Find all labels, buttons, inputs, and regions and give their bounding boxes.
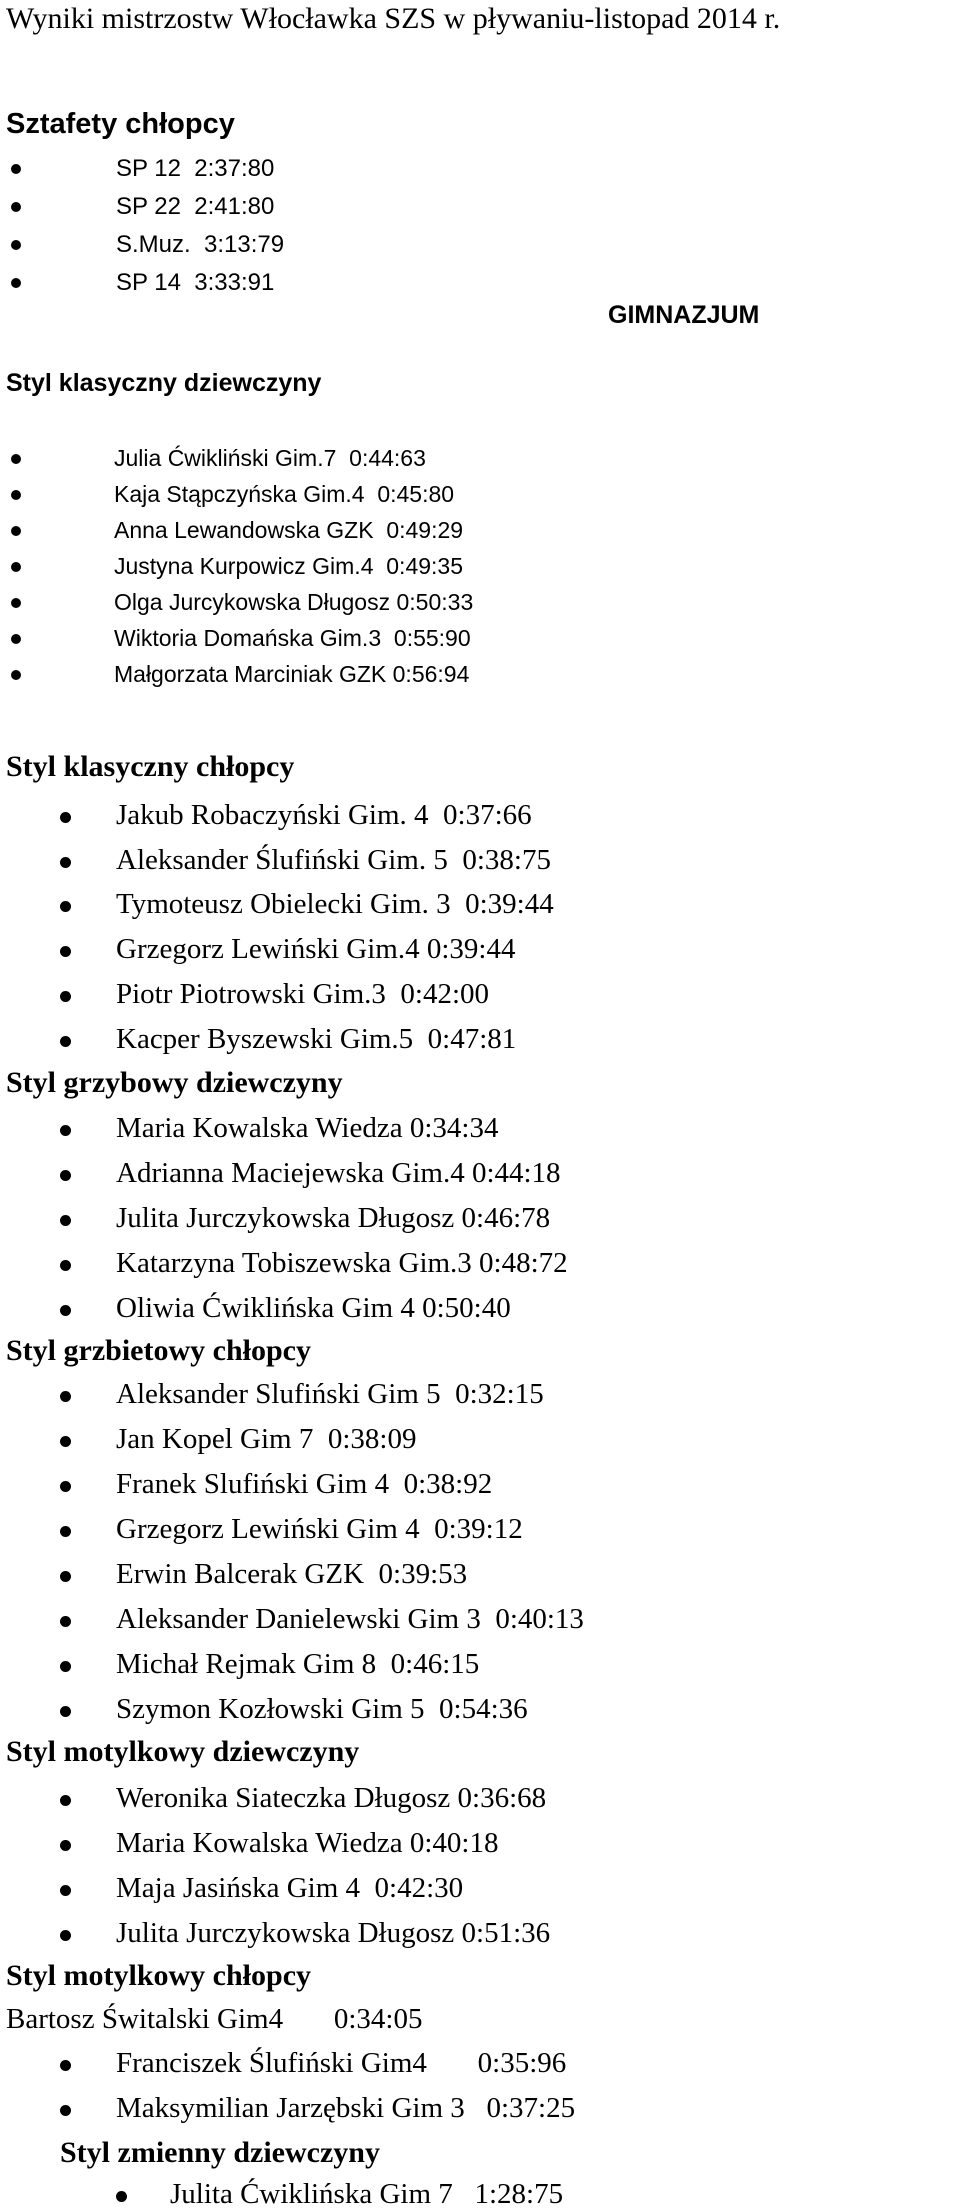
list-item: Kaja Stąpczyńska Gim.4 0:45:80: [114, 481, 455, 507]
bullet-icon: [60, 2060, 71, 2071]
list-item: Julia Ćwikliński Gim.7 0:44:63: [114, 445, 426, 471]
bullet-icon: [11, 598, 21, 608]
bullet-icon: [60, 1125, 71, 1136]
list-item: Anna Lewandowska GZK 0:49:29: [114, 517, 464, 543]
section-heading-klasyczny-dziewczyny: Styl klasyczny dziewczyny: [6, 369, 322, 397]
bullet-icon: [11, 526, 21, 536]
list-item: Michał Rejmak Gim 8 0:46:15: [116, 1648, 480, 1680]
bullet-icon: [11, 202, 21, 212]
list-item: Maja Jasińska Gim 4 0:42:30: [116, 1872, 464, 1904]
list-item: Wiktoria Domańska Gim.3 0:55:90: [114, 625, 471, 651]
bullet-icon: [11, 164, 21, 174]
bullet-icon: [60, 1215, 71, 1226]
list-item: Maksymilian Jarzębski Gim 3 0:37:25: [116, 2092, 576, 2124]
list-item: Justyna Kurpowicz Gim.4 0:49:35: [114, 553, 463, 579]
bullet-icon: [60, 1930, 71, 1941]
list-item-unbulleted: Bartosz Świtalski Gim4 0:34:05: [6, 2003, 423, 2035]
bullet-icon: [60, 946, 71, 957]
bullet-icon: [11, 670, 21, 680]
list-item: Olga Jurcykowska Długosz 0:50:33: [114, 589, 474, 615]
list-item: Grzegorz Lewiński Gim 4 0:39:12: [116, 1513, 523, 1545]
bullet-icon: [60, 991, 71, 1002]
list-item: SP 22 2:41:80: [116, 193, 275, 220]
list-item: Tymoteusz Obielecki Gim. 3 0:39:44: [116, 888, 554, 920]
bullet-icon: [60, 1795, 71, 1806]
page-title: Wyniki mistrzostw Włocławka SZS w pływaniu-listopad 2014 r.: [6, 2, 781, 35]
list-item: Małgorzata Marciniak GZK 0:56:94: [114, 661, 470, 687]
list-item: Grzegorz Lewiński Gim.4 0:39:44: [116, 933, 516, 965]
school-level-label: GIMNAZJUM: [608, 301, 760, 329]
bullet-icon: [60, 901, 71, 912]
bullet-icon: [60, 1526, 71, 1537]
list-item: Franciszek Ślufiński Gim4 0:35:96: [116, 2047, 567, 2079]
list-item: Aleksander Slufiński Gim 5 0:32:15: [116, 1378, 544, 1410]
list-item: Julita Jurczykowska Długosz 0:51:36: [116, 1917, 551, 1949]
bullet-icon: [60, 1706, 71, 1717]
bullet-icon: [60, 1391, 71, 1402]
section-heading-grzybowy-dziewczyny: Styl grzybowy dziewczyny: [6, 1066, 343, 1099]
section-heading-sztafety-chlopcy: Sztafety chłopcy: [6, 108, 235, 140]
list-item: Maria Kowalska Wiedza 0:40:18: [116, 1827, 499, 1859]
list-item: Aleksander Ślufiński Gim. 5 0:38:75: [116, 844, 551, 876]
list-item: Julita Jurczykowska Długosz 0:46:78: [116, 1202, 551, 1234]
bullet-icon: [60, 1481, 71, 1492]
bullet-icon: [11, 454, 21, 464]
list-item: Adrianna Maciejewska Gim.4 0:44:18: [116, 1157, 561, 1189]
list-item: Julita Ćwiklińska Gim 7 1:28:75: [170, 2178, 564, 2210]
list-item: Katarzyna Tobiszewska Gim.3 0:48:72: [116, 1247, 568, 1279]
bullet-icon: [11, 490, 21, 500]
list-item: SP 12 2:37:80: [116, 155, 275, 182]
list-item: Kacper Byszewski Gim.5 0:47:81: [116, 1023, 517, 1055]
bullet-icon: [60, 1840, 71, 1851]
section-heading-klasyczny-chlopcy: Styl klasyczny chłopcy: [6, 750, 295, 783]
list-item: Jakub Robaczyński Gim. 4 0:37:66: [116, 799, 532, 831]
list-item: Szymon Kozłowski Gim 5 0:54:36: [116, 1693, 528, 1725]
bullet-icon: [11, 634, 21, 644]
list-item: Aleksander Danielewski Gim 3 0:40:13: [116, 1603, 584, 1635]
bullet-icon: [60, 1616, 71, 1627]
bullet-icon: [11, 240, 21, 250]
bullet-icon: [60, 1436, 71, 1447]
section-heading-motylkowy-dziewczyny: Styl motylkowy dziewczyny: [6, 1735, 360, 1768]
bullet-icon: [60, 1661, 71, 1672]
bullet-icon: [60, 812, 71, 823]
list-item: Jan Kopel Gim 7 0:38:09: [116, 1423, 417, 1455]
section-heading-zmienny-dziewczyny: Styl zmienny dziewczyny: [60, 2136, 380, 2169]
bullet-icon: [116, 2191, 127, 2202]
list-item: Piotr Piotrowski Gim.3 0:42:00: [116, 978, 490, 1010]
list-item: Maria Kowalska Wiedza 0:34:34: [116, 1112, 499, 1144]
list-item: S.Muz. 3:13:79: [116, 231, 285, 258]
bullet-icon: [60, 857, 71, 868]
bullet-icon: [11, 562, 21, 572]
list-item: Franek Slufiński Gim 4 0:38:92: [116, 1468, 493, 1500]
bullet-icon: [60, 1260, 71, 1271]
bullet-icon: [60, 1170, 71, 1181]
list-item: SP 14 3:33:91: [116, 269, 275, 296]
bullet-icon: [60, 1571, 71, 1582]
list-item: Oliwia Ćwiklińska Gim 4 0:50:40: [116, 1292, 511, 1324]
section-heading-grzbietowy-chlopcy: Styl grzbietowy chłopcy: [6, 1334, 311, 1367]
bullet-icon: [60, 1885, 71, 1896]
bullet-icon: [11, 278, 21, 288]
bullet-icon: [60, 1036, 71, 1047]
bullet-icon: [60, 2105, 71, 2116]
list-item: Weronika Siateczka Długosz 0:36:68: [116, 1782, 547, 1814]
section-heading-motylkowy-chlopcy: Styl motylkowy chłopcy: [6, 1959, 312, 1992]
list-item: Erwin Balcerak GZK 0:39:53: [116, 1558, 468, 1590]
bullet-icon: [60, 1305, 71, 1316]
